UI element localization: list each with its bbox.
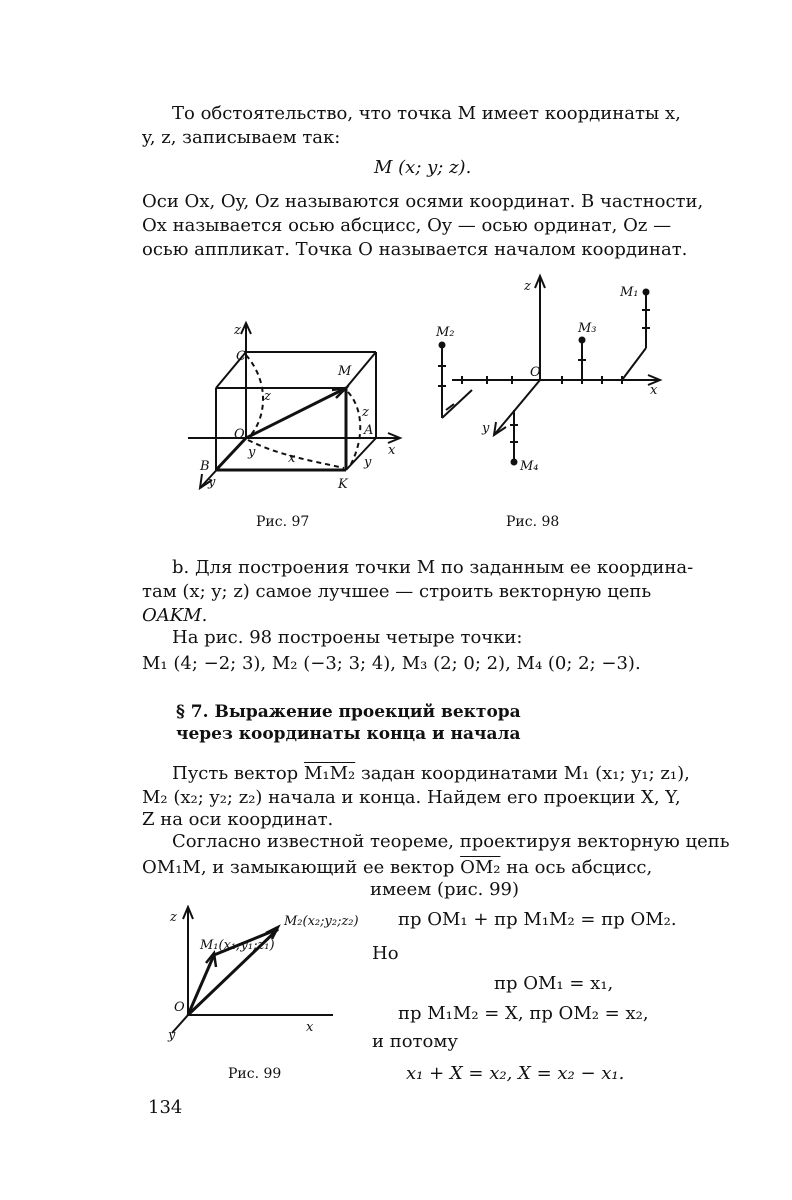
text-line: OM₁M, и замыкающий ее вектор OM₂ на ось абсцисс,	[142, 857, 653, 878]
label-y-axis: y	[208, 475, 216, 490]
text-line: На рис. 98 построены четыре точки:	[172, 627, 523, 648]
formula: M (x; y; z).	[374, 157, 472, 178]
section-heading: § 7. Выражение проекций вектора	[176, 702, 521, 722]
section-heading: через координаты конца и начала	[176, 724, 521, 744]
label-M1: M₁(x₁;y₁;z₁)	[200, 938, 275, 953]
label-z-right: z	[362, 405, 369, 420]
label-K: K	[338, 477, 348, 492]
page-number: 134	[148, 1097, 183, 1118]
label-x-small: x	[288, 451, 296, 466]
text-line: Но	[372, 943, 399, 964]
caption-98: Рис. 98	[506, 514, 560, 530]
caption-99: Рис. 99	[228, 1066, 282, 1082]
label-y: y	[168, 1028, 176, 1043]
label-M4: M₄	[520, 459, 539, 474]
label-M2: M₂	[436, 325, 455, 340]
caption-97: Рис. 97	[256, 514, 310, 530]
text-line: Согласно известной теореме, проектируя векторную цепь	[172, 831, 730, 852]
label-C: C	[236, 349, 246, 364]
text-line: То обстоятельство, что точка M имеет координаты x,	[172, 103, 681, 124]
equation: пр OM₁ + пр M₁M₂ = пр OM₂.	[398, 909, 677, 930]
label-M1: M₁	[620, 285, 639, 300]
figure-97	[188, 320, 418, 500]
label-z: z	[524, 279, 531, 294]
text-line: имеем (рис. 99)	[370, 879, 520, 900]
label-z-left: z	[264, 389, 271, 404]
label-y-k: y	[364, 455, 372, 470]
label-x: x	[650, 383, 658, 398]
label-x-axis: x	[388, 443, 396, 458]
label-y-small: y	[248, 445, 256, 460]
text-line: y, z, записываем так:	[142, 127, 341, 148]
text-line: M₂ (x₂; y₂; z₂) начала и конца. Найдем его проекции X, Y,	[142, 787, 681, 808]
label-y: y	[482, 421, 490, 436]
label-A: A	[364, 423, 374, 438]
text-line: Пусть вектор M₁M₂ задан координатами M₁ (x₁; y₁; z₁),	[172, 763, 690, 784]
label-z-axis: z	[234, 323, 241, 338]
equation: пр OM₁ = x₁,	[494, 973, 614, 994]
equation: x₁ + X = x₂, X = x₂ − x₁.	[406, 1063, 625, 1084]
figure-98	[432, 270, 682, 480]
text-line: и потому	[372, 1031, 458, 1052]
label-M3: M₃	[578, 321, 597, 336]
figure-99	[158, 905, 368, 1045]
text-line: OAKM.	[142, 605, 208, 626]
label-M2: M₂(x₂;y₂;z₂)	[284, 914, 359, 929]
text-line: осью аппликат. Точка O называется началом координат.	[142, 239, 688, 260]
label-O: O	[174, 1000, 185, 1015]
label-O: O	[234, 427, 245, 442]
text-line: b. Для построения точки M по заданным ее координа-	[172, 557, 694, 578]
text-line: Ox называется осью абсцисс, Oy — осью ординат, Oz —	[142, 215, 672, 236]
label-z: z	[170, 910, 177, 925]
label-x: x	[306, 1020, 314, 1035]
label-M: M	[338, 364, 352, 379]
text-line: там (x; y; z) самое лучшее — строить векторную цепь	[142, 581, 652, 602]
text-line: Z на оси координат.	[142, 809, 334, 830]
label-B: B	[200, 459, 210, 474]
text-line: Оси Ox, Oy, Oz называются осями координат. В частности,	[142, 191, 704, 212]
points-list: M₁ (4; −2; 3), M₂ (−3; 3; 4), M₃ (2; 0; 2), M₄ (0; 2; −3).	[142, 653, 641, 674]
equation: пр M₁M₂ = X, пр OM₂ = x₂,	[398, 1003, 649, 1024]
label-O: O	[530, 365, 541, 380]
